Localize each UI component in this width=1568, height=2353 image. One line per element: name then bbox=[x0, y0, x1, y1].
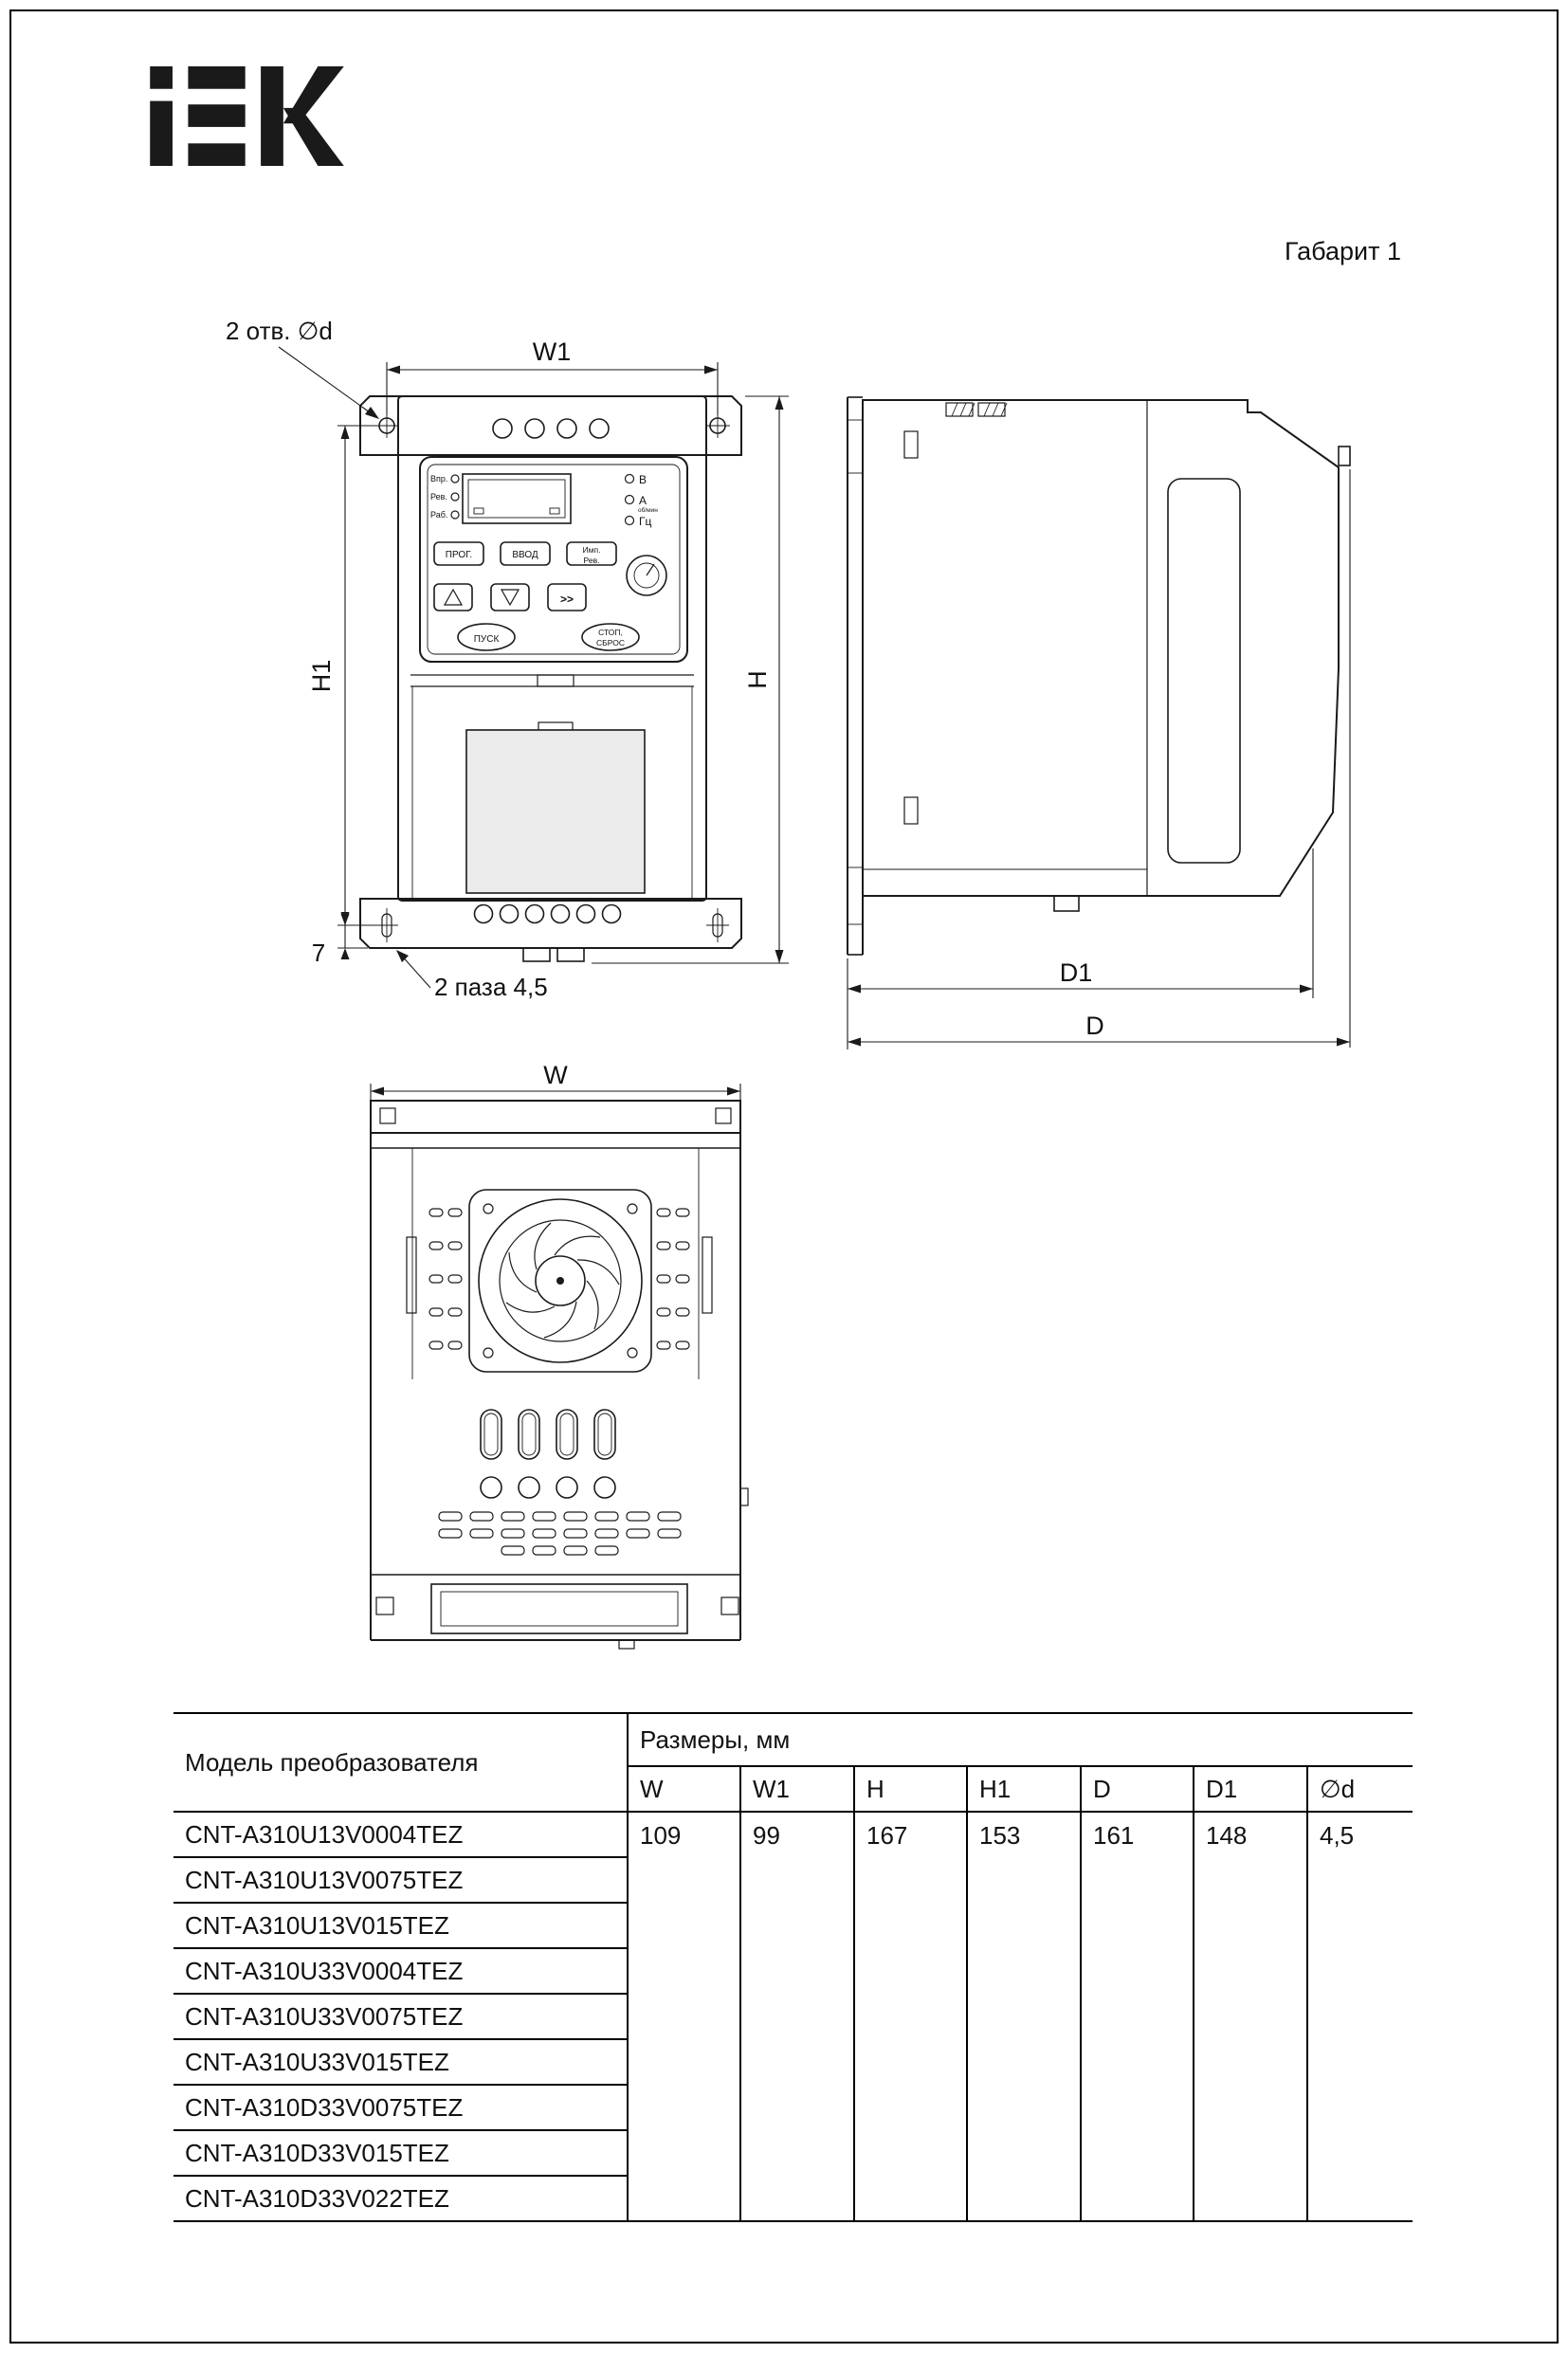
iek-logo-glyphs bbox=[150, 66, 344, 166]
led-label-amps: А bbox=[639, 494, 647, 507]
table-header-model: Модель преобразователя bbox=[173, 1713, 628, 1812]
top-terminal-screws bbox=[493, 419, 609, 438]
right-edge-tab bbox=[740, 1488, 748, 1505]
side-dimension-lines bbox=[848, 469, 1350, 1049]
col-header-d: D bbox=[1081, 1766, 1194, 1812]
bottom-view-drawing bbox=[356, 1061, 763, 1654]
up-button bbox=[434, 584, 472, 611]
model-cell: CNT-A310U13V0075TEZ bbox=[173, 1857, 628, 1903]
value-w: 109 bbox=[628, 1812, 740, 2221]
value-dia: 4,5 bbox=[1307, 1812, 1413, 2221]
model-cell: CNT-A310D33V0075TEZ bbox=[173, 2085, 628, 2130]
front-device bbox=[360, 396, 741, 961]
cooling-fan bbox=[469, 1190, 651, 1372]
seven-segment-display bbox=[463, 474, 571, 523]
model-cell: CNT-A310U33V0004TEZ bbox=[173, 1948, 628, 1994]
side-dim-d: D bbox=[1085, 1012, 1104, 1040]
front-dim-7: 7 bbox=[311, 939, 326, 967]
jog-button-label: Имп. bbox=[582, 545, 601, 555]
stop-button-label-2: СБРОС bbox=[596, 638, 625, 648]
bottom-terminal-screws bbox=[475, 905, 621, 923]
col-header-d1: D1 bbox=[1194, 1766, 1307, 1812]
side-slot-top bbox=[904, 431, 918, 458]
col-header-dia: ∅d bbox=[1307, 1766, 1413, 1812]
run-button-label: ПУСК bbox=[473, 634, 500, 645]
front-dim-h: H bbox=[743, 670, 772, 689]
bottom-vent-grid bbox=[439, 1512, 681, 1555]
led-label-fwd: Впр. bbox=[430, 474, 448, 483]
value-h1: 153 bbox=[967, 1812, 1081, 2221]
front-dim-h1: H1 bbox=[307, 659, 336, 693]
model-cell: CNT-A310U13V0004TEZ bbox=[173, 1812, 628, 1857]
stop-button-label-1: СТОП, bbox=[598, 628, 623, 637]
front-dim-w1: W1 bbox=[532, 337, 572, 366]
top-vents bbox=[946, 403, 1007, 416]
rev-button-label: Рев. bbox=[583, 556, 600, 565]
model-cell: CNT-A310U33V015TEZ bbox=[173, 2039, 628, 2085]
table-header-dims: Размеры, мм bbox=[628, 1713, 1413, 1766]
up-arrow-icon bbox=[445, 590, 462, 605]
bottom-clamp-plate bbox=[371, 1575, 740, 1649]
col-header-w: W bbox=[628, 1766, 740, 1812]
value-h: 167 bbox=[854, 1812, 967, 2221]
led-label-hz: Гц bbox=[639, 515, 652, 528]
side-dim-d1: D1 bbox=[1059, 958, 1093, 987]
col-header-w1: W1 bbox=[740, 1766, 854, 1812]
status-leds-left bbox=[451, 475, 459, 519]
top-mounting-plate bbox=[360, 396, 741, 455]
side-body-outline bbox=[863, 400, 1339, 896]
shift-button-label: >> bbox=[559, 593, 574, 606]
terminal-cover bbox=[466, 722, 645, 893]
front-screw-tab bbox=[1339, 447, 1350, 465]
led-label-rpm: об/мин bbox=[638, 507, 658, 514]
led-label-run: Раб. bbox=[430, 510, 448, 520]
left-clip bbox=[407, 1237, 416, 1313]
bottom-device bbox=[371, 1101, 748, 1649]
value-w1: 99 bbox=[740, 1812, 854, 2221]
bottom-dim-w: W bbox=[543, 1061, 568, 1089]
model-cell: CNT-A310D33V015TEZ bbox=[173, 2130, 628, 2176]
model-cell: CNT-A310U33V0075TEZ bbox=[173, 1994, 628, 2039]
right-clip bbox=[702, 1237, 712, 1313]
value-d1: 148 bbox=[1194, 1812, 1307, 2221]
value-d: 161 bbox=[1081, 1812, 1194, 2221]
unit-leds-right bbox=[626, 475, 634, 525]
iek-logo bbox=[150, 66, 344, 166]
col-header-h: H bbox=[854, 1766, 967, 1812]
front-note-holes: 2 отв. ∅d bbox=[226, 317, 333, 345]
cable-gland-slots bbox=[481, 1410, 615, 1498]
side-view-drawing bbox=[834, 374, 1375, 1067]
led-label-volts: В bbox=[639, 473, 647, 486]
dimensions-table bbox=[173, 1712, 1413, 2222]
gabarit-label: Габарит 1 bbox=[1285, 237, 1401, 265]
down-arrow-icon bbox=[501, 590, 519, 605]
model-cell: CNT-A310U13V015TEZ bbox=[173, 1903, 628, 1948]
side-cover-window bbox=[1168, 479, 1240, 863]
mounting-flange bbox=[848, 397, 863, 955]
down-button bbox=[491, 584, 529, 611]
side-device bbox=[848, 397, 1350, 955]
bottom-top-cap bbox=[371, 1101, 740, 1148]
potentiometer-knob bbox=[627, 556, 666, 595]
front-note-slots: 2 паза 4,5 bbox=[434, 973, 548, 1001]
prog-button-label: ПРОГ. bbox=[445, 550, 473, 560]
enter-button-label: ВВОД bbox=[512, 550, 538, 560]
side-slot-bottom bbox=[904, 797, 918, 824]
bottom-mounting-plate bbox=[360, 899, 741, 961]
front-view-drawing bbox=[218, 284, 796, 1024]
model-cell: CNT-A310D33V022TEZ bbox=[173, 2176, 628, 2221]
bottom-tab bbox=[1054, 896, 1079, 911]
led-label-rev: Рев. bbox=[430, 492, 447, 502]
col-header-h1: H1 bbox=[967, 1766, 1081, 1812]
table-row bbox=[173, 1812, 1413, 1857]
